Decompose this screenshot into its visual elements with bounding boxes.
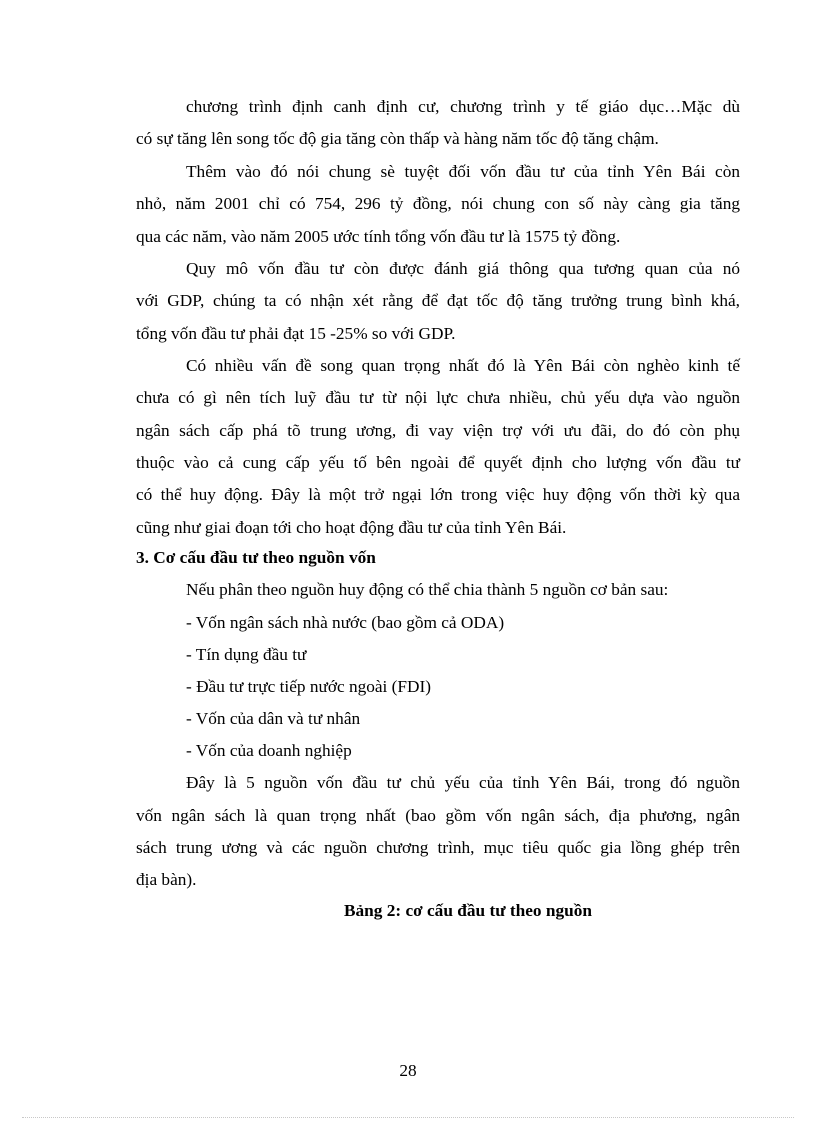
paragraph-4-line-5: có thể huy động. Đây là một trở ngại lớn trong việc huy động vốn thời kỳ qua: [136, 485, 740, 504]
source-list-item: - Đầu tư trực tiếp nước ngoài (FDI): [186, 677, 432, 696]
paragraph-5-line-2: vốn ngân sách là quan trọng nhất (bao gồm vốn ngân sách, địa phương, ngân: [136, 806, 740, 825]
page-bottom-divider: [22, 1117, 794, 1118]
paragraph-4-line-3: ngân sách cấp phá tõ trung ương, đi vay viện trợ với ưu đãi, do đó còn phụ: [136, 421, 740, 440]
source-list-item: - Vốn ngân sách nhà nước (bao gồm cả ODA): [186, 613, 505, 632]
paragraph-5-line-4: địa bàn).: [136, 870, 197, 889]
paragraph-5-line-1: Đây là 5 nguồn vốn đầu tư chủ yếu của tỉnh Yên Bái, trong đó nguồn: [186, 773, 740, 792]
source-list-item: - Vốn của doanh nghiệp: [186, 741, 352, 760]
paragraph-1-line-2: có sự tăng lên song tốc độ gia tăng còn thấp và hàng năm tốc độ tăng chậm.: [136, 129, 659, 148]
paragraph-4-line-1: Có nhiều vấn đề song quan trọng nhất đó là Yên Bái còn nghèo kinh tế: [186, 356, 740, 375]
paragraph-3-line-3: tổng vốn đầu tư phải đạt 15 -25% so với GDP.: [136, 324, 456, 343]
paragraph-4-line-2: chưa có gì nên tích luỹ đầu tư từ nội lực chưa nhiều, chủ yếu dựa vào nguồn: [136, 388, 740, 407]
source-list-item: - Tín dụng đầu tư: [186, 645, 307, 664]
page-number: 28: [399, 1061, 417, 1080]
paragraph-2-line-2: nhỏ, năm 2001 chỉ có 754, 296 tỷ đồng, nói chung con số này càng gia tăng: [136, 194, 740, 213]
paragraph-3-line-2: với GDP, chúng ta có nhận xét rằng để đạt tốc độ tăng trưởng trung bình khá,: [136, 291, 740, 310]
paragraph-3-line-1: Quy mô vốn đầu tư còn được đánh giá thông qua tương quan của nó: [186, 259, 740, 278]
table-caption: Bảng 2: cơ cấu đầu tư theo nguồn: [344, 901, 592, 920]
paragraph-4-line-4: thuộc vào cả cung cấp yếu tố bên ngoài để quyết định cho lượng vốn đầu tư: [136, 453, 740, 472]
paragraph-1-line-1: chương trình định canh định cư, chương trình y tế giáo dục…Mặc dù: [186, 97, 740, 116]
paragraph-5-line-3: sách trung ương và các nguồn chương trình, mục tiêu quốc gia lồng ghép trên: [136, 838, 740, 857]
paragraph-2-line-3: qua các năm, vào năm 2005 ước tính tổng vốn đầu tư là 1575 tỷ đồng.: [136, 227, 621, 246]
paragraph-2-line-1: Thêm vào đó nói chung sè tuyệt đối vốn đầu tư của tỉnh Yên Bái còn: [186, 162, 740, 181]
sources-intro: Nếu phân theo nguồn huy động có thể chia thành 5 nguồn cơ bản sau:: [186, 580, 669, 599]
section-heading: 3. Cơ cấu đầu tư theo nguồn vốn: [136, 548, 376, 567]
paragraph-4-line-6: cũng như giai đoạn tới cho hoạt động đầu tư của tỉnh Yên Bái.: [136, 518, 567, 537]
source-list-item: - Vốn của dân và tư nhân: [186, 709, 361, 728]
